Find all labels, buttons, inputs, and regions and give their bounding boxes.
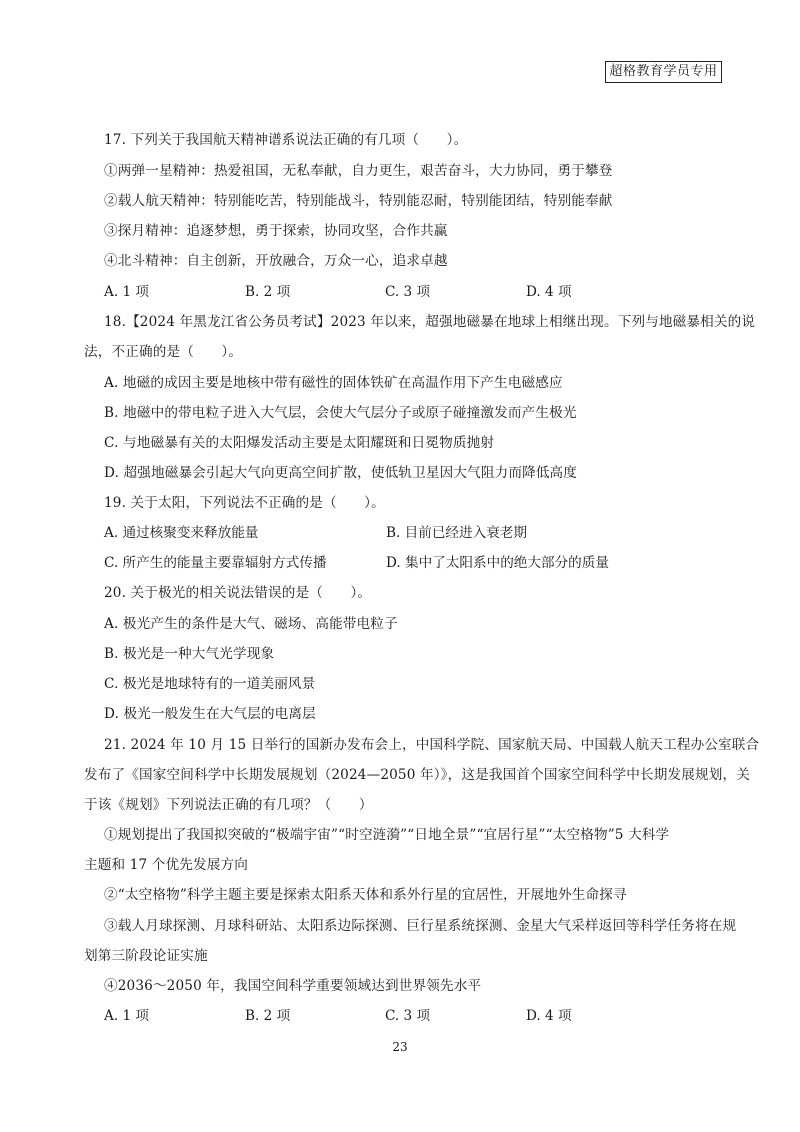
q17-option-c: C. 3 项	[385, 284, 431, 300]
q21-option-c: C. 3 项	[385, 1008, 431, 1024]
q17-item-3: ③探月精神：追逐梦想，勇于探索，协同攻坚，合作共赢	[104, 223, 448, 239]
q17-options	[104, 284, 704, 300]
q21-options	[104, 1008, 704, 1024]
q21-stem-line-3: 于该《规划》下列说法正确的有几项？（ ）	[84, 797, 373, 813]
q19-options-row-2	[104, 555, 704, 571]
q20-option-b: B. 极光是一种大气光学现象	[104, 646, 275, 662]
q17-option-a: A. 1 项	[104, 284, 150, 300]
q18-option-b: B. 地磁中的带电粒子进入大气层，会使大气层分子或原子碰撞激发而产生极光	[104, 405, 577, 421]
q20-option-a: A. 极光产生的条件是大气、磁场、高能带电粒子	[104, 616, 398, 632]
q19-option-b: B. 目前已经进入衰老期	[386, 525, 527, 541]
q19-option-a: A. 通过核聚变来释放能量	[104, 525, 259, 541]
q17-item-1: ①两弹一星精神：热爱祖国，无私奉献，自力更生，艰苦奋斗，大力协同，勇于攀登	[104, 163, 613, 179]
q21-item-3-line-1: ③载人月球探测、月球科研站、太阳系边际探测、巨行星系统探测、金星大气采样返回等科学任务将在规	[104, 918, 737, 934]
q21-stem-line-1: 21. 2024 年 10 月 15 日举行的国新办发布会上，中国科学院、国家航天局、中国载人航天工程办公室联合	[104, 737, 760, 753]
q21-stem-line-2: 发布了《国家空间科学中长期发展规划（2024—2050 年）》，这是我国首个国家空间科学中长期发展规划，关	[84, 767, 750, 783]
page-number: 23	[392, 1040, 408, 1054]
q17-stem: 17. 下列关于我国航天精神谱系说法正确的有几项（ ）。	[104, 132, 468, 148]
q21-item-2: ②“太空格物”科学主题主要是探索太阳系天体和系外行星的宜居性，开展地外生命探寻	[104, 887, 627, 903]
q20-option-c: C. 极光是地球特有的一道美丽风景	[104, 676, 316, 692]
q21-option-b: B. 2 项	[245, 1008, 291, 1024]
q17-option-b: B. 2 项	[245, 284, 291, 300]
q21-option-a: A. 1 项	[104, 1008, 150, 1024]
q18-stem-line-2: 法，不正确的是（ ）。	[84, 344, 243, 360]
q19-option-d: D. 集中了太阳系中的绝大部分的质量	[386, 555, 609, 571]
exclusive-use-stamp: 超格教育学员专用	[605, 61, 722, 83]
q18-option-a: A. 地磁的成因主要是地核中带有磁性的固体铁矿在高温作用下产生电磁感应	[104, 375, 563, 391]
q21-option-d: D. 4 项	[526, 1008, 572, 1024]
q20-stem: 20. 关于极光的相关说法错误的是（ ）。	[104, 585, 372, 601]
q17-item-2: ②载人航天精神：特别能吃苦，特别能战斗，特别能忍耐，特别能团结，特别能奉献	[104, 193, 613, 209]
q17-option-d: D. 4 项	[526, 284, 572, 300]
q21-item-1-line-1: ①规划提出了我国拟突破的“极端宇宙”“时空涟漪”“日地全景”“宜居行星”“太空格物”5 大科学	[104, 827, 670, 843]
q18-option-d: D. 超强地磁暴会引起大气向更高空间扩散，使低轨卫星因大气阻力而降低高度	[104, 465, 578, 481]
q18-option-c: C. 与地磁暴有关的太阳爆发活动主要是太阳耀斑和日冕物质抛射	[104, 435, 495, 451]
q18-stem-line-1: 18.【2024 年黑龙江省公务员考试】2023 年以来，超强地磁暴在地球上相继出现。下列与地磁暴相关的说	[104, 314, 756, 330]
q17-item-4: ④北斗精神：自主创新，开放融合，万众一心，追求卓越	[104, 253, 448, 269]
q21-item-3-line-2: 划第三阶段论证实施	[84, 948, 208, 964]
q19-stem: 19. 关于太阳，下列说法不正确的是（ ）。	[104, 495, 385, 511]
q21-item-1-line-2: 主题和 17 个优先发展方向	[84, 857, 248, 873]
q19-option-c: C. 所产生的能量主要靠辐射方式传播	[104, 555, 327, 571]
q20-option-d: D. 极光一般发生在大气层的电离层	[104, 706, 316, 722]
q21-item-4: ④2036～2050 年，我国空间科学重要领域达到世界领先水平	[104, 978, 482, 994]
q19-options-row-1	[104, 525, 704, 541]
